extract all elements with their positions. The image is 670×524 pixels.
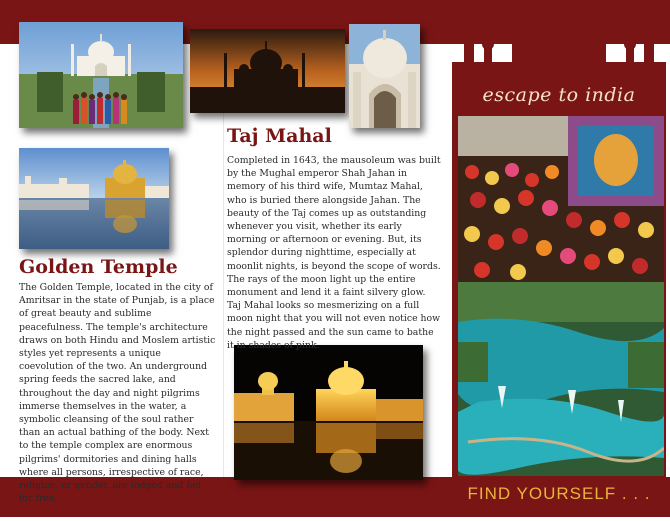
golden-temple-text: The Golden Temple, located in the city of Amritsar in the state of Punjab, is a place of great beauty and sublime peacefulness. The temple's architecture draws on both Hindu and Moslem artistic styles yet represents a unique coevolution of the two. An underground spring feeds the sacred lake, and throughout the day and night pilgrims immerse themselves in the water, a symbolic cleansing of the soul rather than an actual bathing of the body. Next to the temple complex are enormous pilgrims' dormitories and dining halls where all persons, irrespective of race, religion, or gender, are lodged and fed for free. xyxy=(19,282,216,505)
golden-temple-day-photo xyxy=(19,148,169,249)
taj-mahal-daytime-photo xyxy=(19,22,183,128)
golden-temple-night-photo xyxy=(234,345,423,480)
waterfall-lakes-photo xyxy=(458,282,664,476)
cover-slogan: FIND YOURSELF . . . xyxy=(467,484,651,503)
taj-mahal-detail-photo xyxy=(349,24,420,128)
festival-crowd-photo xyxy=(458,116,664,282)
taj-mahal-text: Completed in 1643, the mausoleum was built by the Mughal emperor Shah Jahan in memory of his third wife, Mumtaz Mahal, who is buried there alongside Jahan. The beauty of the Taj comes up as outstanding whenever you visit, whether its early morning or afternoon or evening. But, its splendor during nighttime, especially at moonlit nights, is beyond the scope of words. The rays of the moon light up the entire monument and lend it a faint silvery glow. Taj Mahal looks so mesmerizing on a full moon night that you will not even notice how the night passed and the sun came to bathe it in shades of pink. xyxy=(227,155,441,351)
taj-mahal-heading: Taj Mahal xyxy=(227,125,332,147)
golden-temple-heading: Golden Temple xyxy=(19,256,178,278)
taj-mahal-sunset-photo xyxy=(190,29,345,113)
palace-silhouette xyxy=(452,0,666,90)
cover-title: escape to india xyxy=(482,84,636,106)
cover-panel xyxy=(452,0,666,517)
